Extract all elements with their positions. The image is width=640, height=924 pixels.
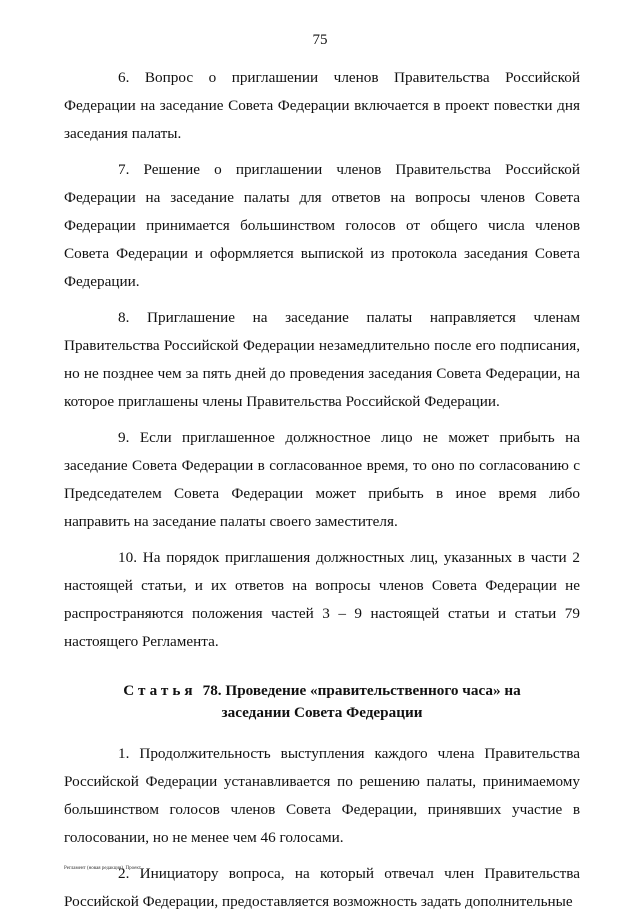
- article-label: Статья: [123, 682, 197, 699]
- document-body: [64, 64, 580, 924]
- paragraph: 7. Решение о приглашении членов Правительства Российской Федерации на заседание палаты для ответов на вопросы членов Совета Федерации принимается большинством голосов от общего числа членов Совета Федерации и оформляется выпиской из протокола заседания Совета Федерации.: [64, 161, 580, 290]
- article-heading: [64, 680, 580, 724]
- paragraph: 2. Инициатору вопроса, на который отвечал член Правительства Российской Федерации, предоставляется возможность задать дополнительные: [64, 865, 580, 910]
- article-heading-line1: [64, 680, 580, 702]
- paragraph: 9. Если приглашенное должностное лицо не может прибыть на заседание Совета Федерации в согласованное время, то оно по согласованию с Председателем Совета Федерации может прибыть в иное время либо направить на заседание палаты своего заместителя.: [64, 429, 580, 530]
- article-title-line2: заседании Совета Федерации: [221, 704, 423, 721]
- paragraph: 1. Продолжительность выступления каждого члена Правительства Российской Федерации устанавливается по решению палаты, принимаемому большинством голосов членов Совета Федерации, принявших участие в голосовании, но не менее чем 46 голосами.: [64, 745, 580, 846]
- page-number: 75: [312, 32, 328, 48]
- footer-mark: Регламент (новая редакция). Проект: [64, 866, 141, 871]
- paragraph: 8. Приглашение на заседание палаты направляется членам Правительства Российской Федерации незамедлительно после его подписания, но не позднее чем за пять дней до проведения заседания Совета Федерации, на которое приглашены члены Правительства Российской Федерации.: [64, 309, 580, 410]
- article-title-line1: 78. Проведение «правительственного часа» на: [202, 682, 521, 699]
- paragraph: 10. На порядок приглашения должностных лиц, указанных в части 2 настоящей статьи, и их ответов на вопросы членов Совета Федерации не распространяются положения частей 3 – 9 настоящей статьи и статьи 79 настоящего Регламента.: [64, 549, 580, 650]
- paragraph: 6. Вопрос о приглашении членов Правительства Российской Федерации на заседание Совета Федерации включается в проект повестки дня заседания палаты.: [64, 69, 580, 142]
